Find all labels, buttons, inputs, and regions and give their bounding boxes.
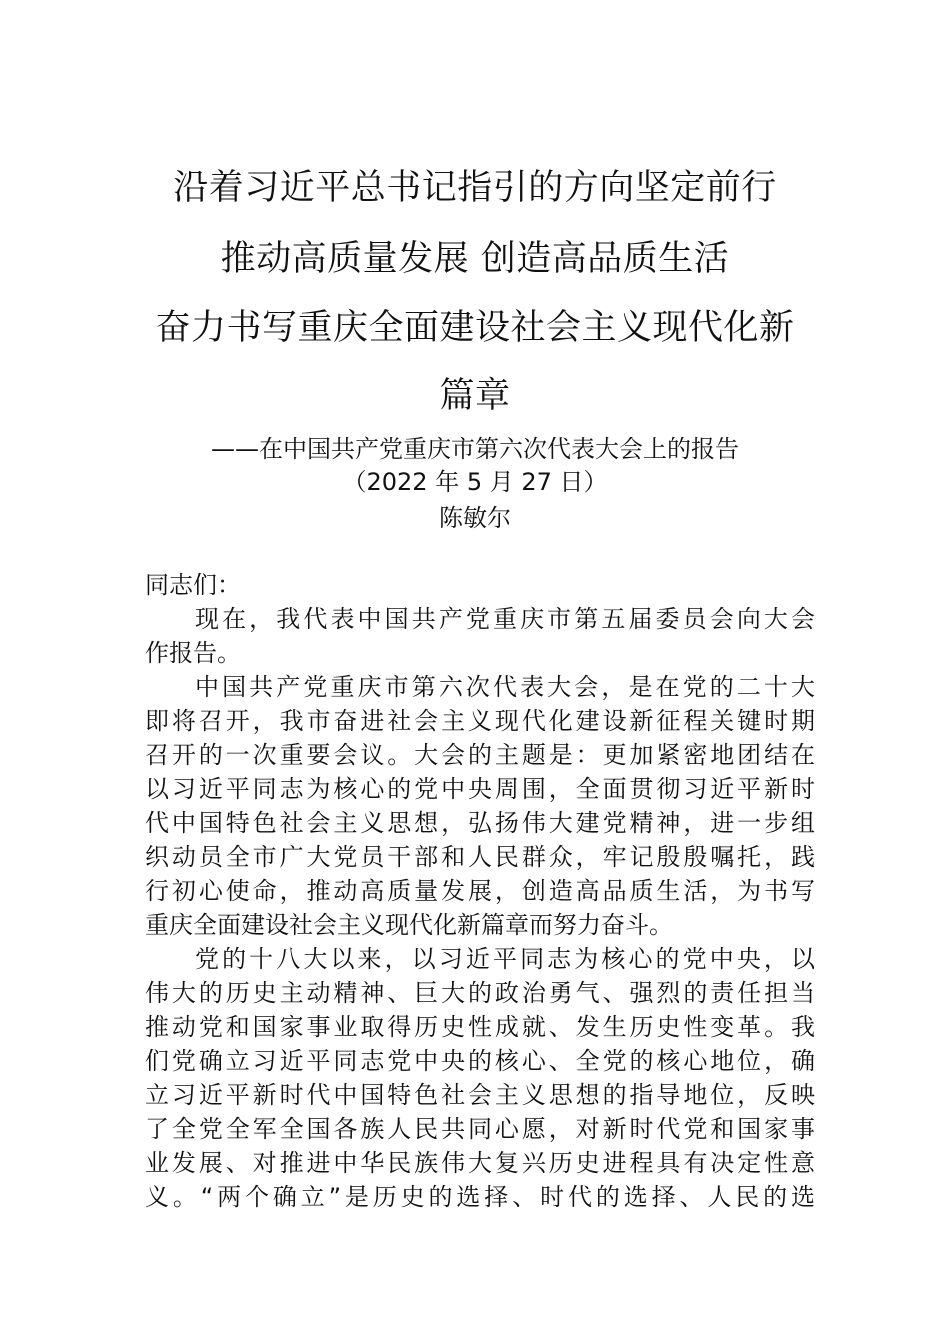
paragraph-line: 伟大的历史主动精神、巨大的政治勇气、强烈的责任担当: [145, 979, 815, 1007]
salutation: 同志们：: [145, 571, 241, 599]
paragraph-line: 代中国特色社会主义思想，弘扬伟大建党精神，进一步组: [145, 809, 815, 837]
title-line-1: 沿着习近平总书记指引的方向坚定前行: [173, 168, 777, 208]
paragraph-line: 中国共产党重庆市第六次代表大会，是在党的二十大: [195, 673, 815, 701]
report-author: 陈敏尔: [439, 504, 511, 532]
report-subtitle: ——在中国共产党重庆市第六次代表大会上的报告: [211, 435, 739, 463]
paragraph-line: 立习近平新时代中国特色社会主义思想的指导地位，反映: [145, 1081, 815, 1109]
paragraph-line: 义。“两个确立”是历史的选择、时代的选择、人民的选: [145, 1183, 815, 1211]
report-date: （2022 年 5 月 27 日）: [342, 468, 608, 496]
title-line-3: 奋力书写重庆全面建设社会主义现代化新: [155, 308, 795, 348]
paragraph-2: [145, 670, 815, 942]
paragraph-line: 业发展、对推进中华民族伟大复兴历史进程具有决定性意: [145, 1149, 815, 1177]
paragraph-line: 作报告。: [145, 639, 241, 667]
paragraph-line: 重庆全面建设社会主义现代化新篇章而努力奋斗。: [145, 911, 673, 939]
paragraph-line: 召开的一次重要会议。大会的主题是：更加紧密地团结在: [145, 741, 815, 769]
paragraph-line: 织动员全市广大党员干部和人民群众，牢记殷殷嘱托，践: [145, 843, 815, 871]
paragraph-3: [145, 942, 815, 1214]
title-line-4: 篇章: [439, 376, 511, 416]
paragraph-line: 现在，我代表中国共产党重庆市第五届委员会向大会: [195, 605, 815, 633]
paragraph-line: 推动党和国家事业取得历史性成就、发生历史性变革。我: [145, 1013, 815, 1041]
title-line-2: 推动高质量发展 创造高品质生活: [220, 239, 730, 279]
paragraph-line: 了全党全军全国各族人民共同心愿，对新时代党和国家事: [145, 1115, 815, 1143]
paragraph-line: 以习近平同志为核心的党中央周围，全面贯彻习近平新时: [145, 775, 815, 803]
paragraph-line: 即将召开，我市奋进社会主义现代化建设新征程关键时期: [145, 707, 815, 735]
report-body: [145, 568, 815, 1214]
paragraph-line: 行初心使命，推动高质量发展，创造高品质生活，为书写: [145, 877, 815, 905]
paragraph-1: [145, 602, 815, 670]
paragraph-line: 党的十八大以来，以习近平同志为核心的党中央，以: [195, 945, 815, 973]
paragraph-line: 们党确立习近平同志党中央的核心、全党的核心地位，确: [145, 1047, 815, 1075]
